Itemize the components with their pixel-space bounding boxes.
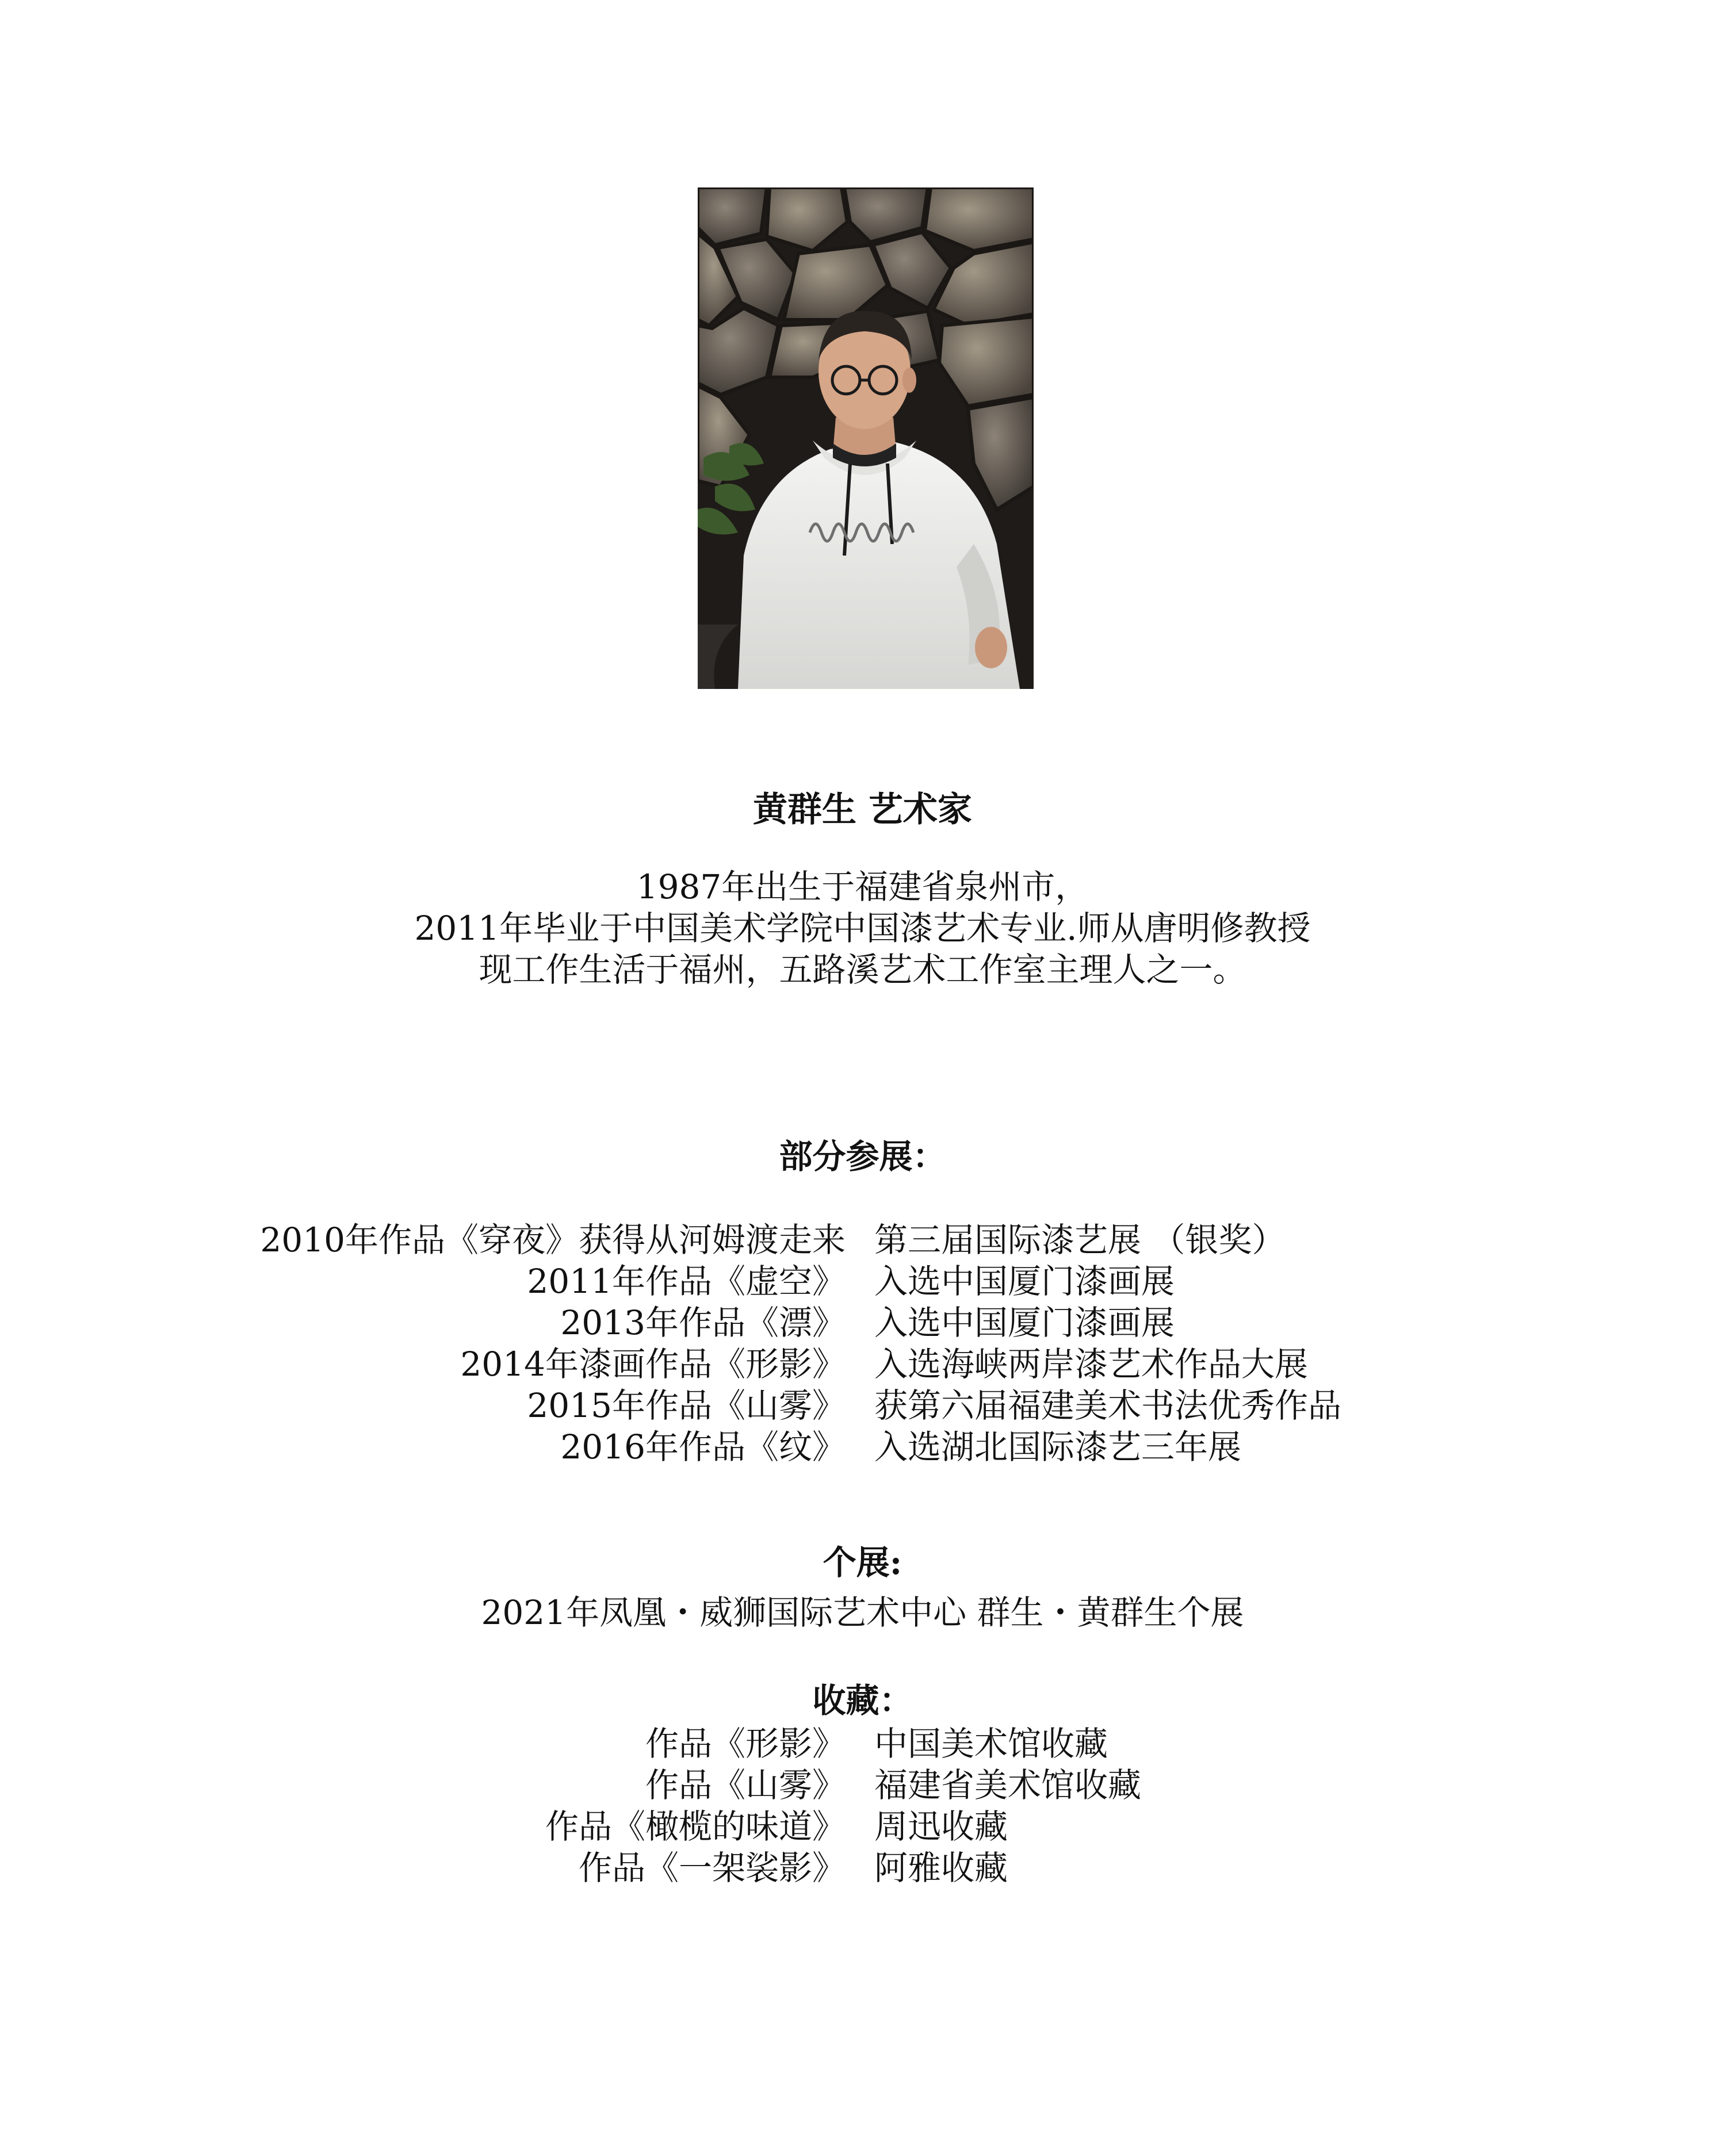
collection-work: 作品《橄榄的味道》 (545, 1807, 846, 1846)
solo-item: 2021年凤凰・威狮国际艺术中心 群生・黄群生个展 (481, 1593, 1244, 1632)
solo-heading: 个展: (823, 1543, 902, 1582)
bio-line-2: 2011年毕业于中国美术学院中国漆艺术专业.师从唐明修教授 (414, 909, 1311, 948)
exhibitions-heading: 部分参展： (779, 1137, 946, 1176)
collection-holder: 中国美术馆收藏 (874, 1724, 1108, 1763)
bio-line-1: 1987年出生于福建省泉州市， (636, 867, 1089, 906)
exhibition-item (0, 1261, 1725, 1302)
exhibition-work: 2011年作品《虚空》 (527, 1262, 846, 1301)
collection-holder: 阿雅收藏 (874, 1848, 1008, 1887)
exhibition-result: 入选湖北国际漆艺三年展 (874, 1427, 1242, 1466)
exhibition-item (0, 1219, 1725, 1261)
exhibition-result: 入选海峡两岸漆艺术作品大展 (874, 1345, 1309, 1384)
exhibition-work: 2016年作品《纹》 (560, 1427, 846, 1466)
exhibition-work: 2013年作品《漂》 (560, 1303, 846, 1342)
portrait-photo-icon (698, 187, 1034, 689)
collection-item (0, 1806, 1725, 1847)
collection-item (0, 1847, 1725, 1889)
exhibition-item (0, 1385, 1725, 1426)
bio-line-3: 现工作生活于福州，五路溪艺术工作室主理人之一。 (479, 950, 1246, 989)
collection-holder: 周迅收藏 (874, 1807, 1008, 1846)
collection-work: 作品《山雾》 (645, 1766, 846, 1805)
artist-title: 黄群生 艺术家 (753, 790, 972, 830)
exhibition-item (0, 1302, 1725, 1343)
exhibition-result: 入选中国厦门漆画展 (874, 1262, 1175, 1301)
collection-item (0, 1723, 1725, 1764)
collection-heading: 收藏： (812, 1681, 913, 1720)
exhibition-work: 2010年作品《穿夜》获得从河姆渡走来 (260, 1220, 846, 1259)
exhibition-item (0, 1426, 1725, 1468)
collection-work: 作品《一架裟影》 (578, 1848, 846, 1887)
exhibition-result: 获第六届福建美术书法优秀作品 (874, 1386, 1342, 1425)
exhibition-work: 2015年作品《山雾》 (527, 1386, 846, 1425)
exhibition-work: 2014年漆画作品《形影》 (460, 1345, 846, 1384)
collection-work: 作品《形影》 (645, 1724, 846, 1763)
collection-holder: 福建省美术馆收藏 (874, 1766, 1142, 1805)
exhibition-result: 入选中国厦门漆画展 (874, 1303, 1175, 1342)
collection-item (0, 1764, 1725, 1806)
artist-portrait-photo (698, 187, 1034, 689)
exhibition-item (0, 1343, 1725, 1385)
exhibition-result: 第三届国际漆艺展 （银奖） (874, 1220, 1286, 1259)
